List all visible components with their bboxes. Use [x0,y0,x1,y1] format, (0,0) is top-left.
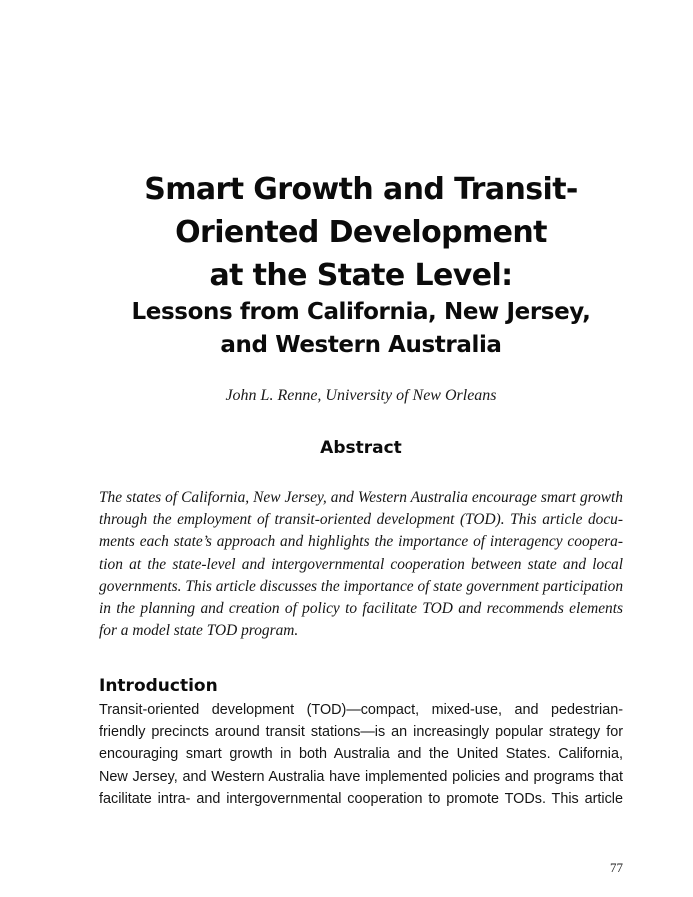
abstract-line: tion at the state-level and intergovernmental cooperation between state and local [99,555,623,573]
title-line: at the State Level: [209,258,513,293]
abstract-line: governments. This article discusses the importance of state government participation [99,577,624,595]
title-line: Oriented Development [175,215,547,250]
abstract-heading: Abstract [320,438,402,458]
abstract-line: in the planning and creation of policy to facilitate TOD and recommends elements [99,600,623,618]
abstract-line: ments each state’s approach and highlights the importance of interagency coopera- [99,533,623,551]
introduction-heading: Introduction [99,676,218,696]
article-title [99,168,623,362]
introduction-line: Transit-oriented development (TOD)—compact, mixed-use, and pedestrian- [99,702,623,718]
abstract-line: for a model state TOD program. [99,622,299,640]
abstract-text [99,487,623,642]
title-line: Smart Growth and Transit- [144,172,578,207]
abstract-line: through the employment of transit-oriented development (TOD). This article docu- [99,511,623,529]
introduction-line: encouraging smart growth in both Australia and the United States. California, [99,746,623,763]
author-byline: John L. Renne, University of New Orleans [225,387,497,404]
abstract-line: The states of California, New Jersey, and Western Australia encourage smart growth [99,489,623,506]
introduction-line: friendly precincts around transit stations—is an increasingly popular strategy for [99,724,623,741]
subtitle-line: and Western Australia [220,332,502,358]
page-number: 77 [610,860,623,875]
introduction-text [99,699,623,810]
introduction-line: New Jersey, and Western Australia have implemented policies and programs that [99,768,623,785]
introduction-line: facilitate intra- and intergovernmental cooperation to promote TODs. This article [99,790,623,807]
subtitle-line: Lessons from California, New Jersey, [131,299,591,325]
